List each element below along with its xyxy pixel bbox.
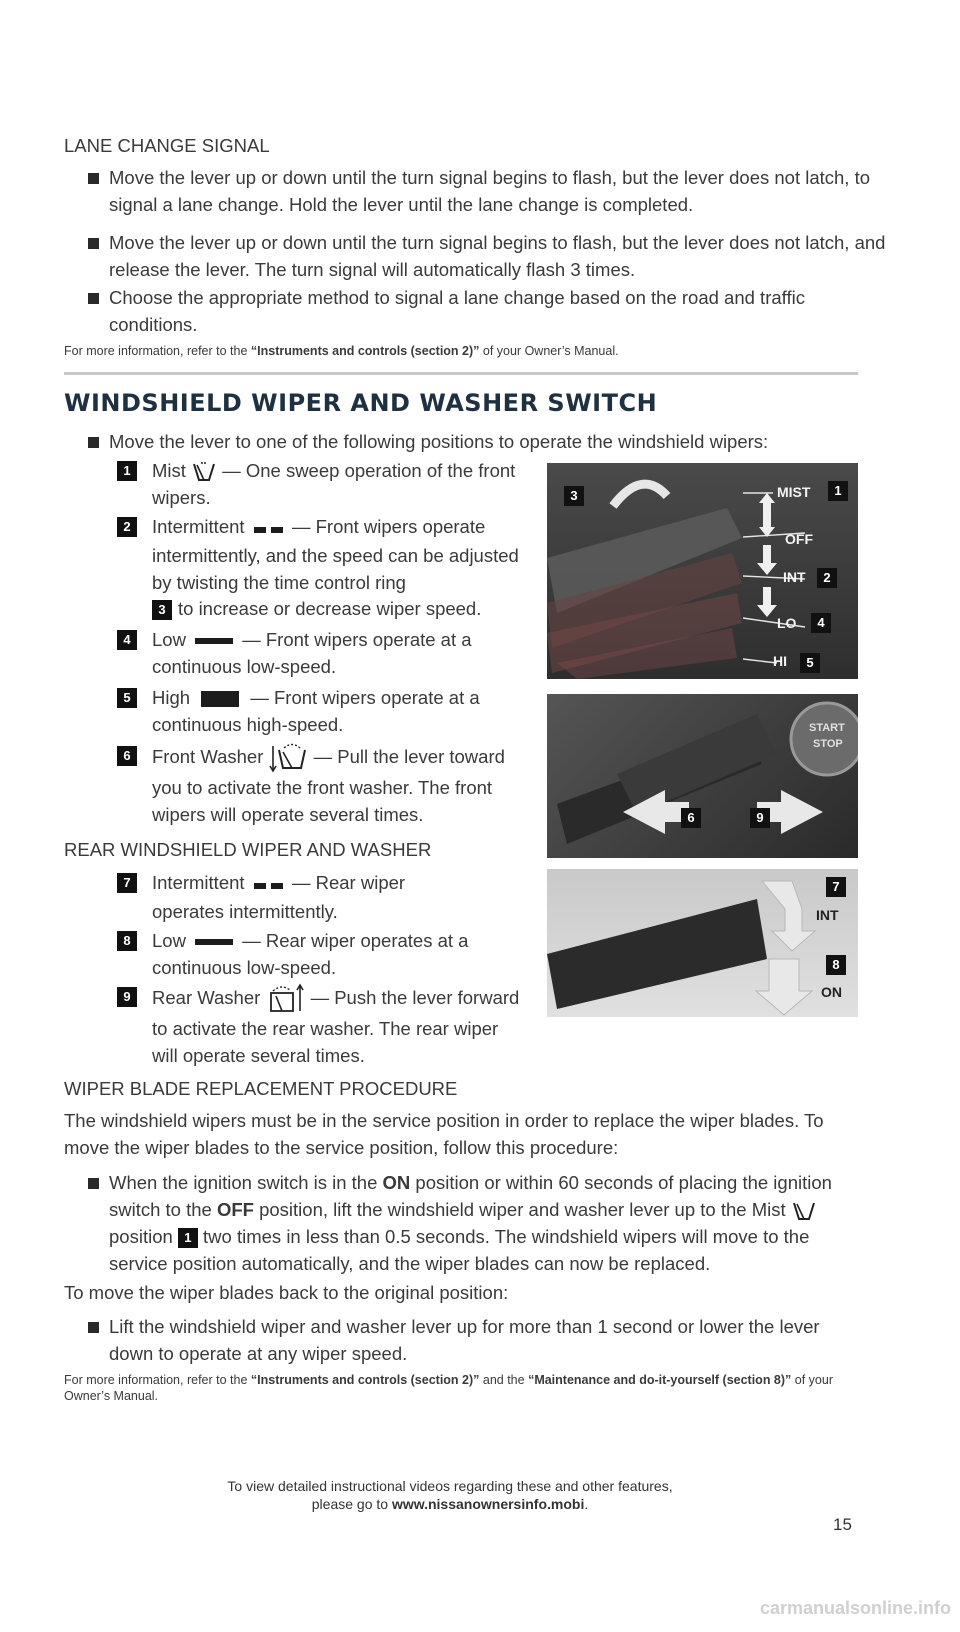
step-badge: 6 — [117, 746, 137, 766]
bullet-square — [88, 437, 99, 448]
blade-replacement-title: WIPER BLADE REPLACEMENT PROCEDURE — [64, 1078, 458, 1099]
step-badge: 3 — [152, 600, 172, 620]
lane-change-bullet: Move the lever up or down until the turn signal begins to flash, but the lever does not latch, to signal a lane change. Hold the lever until the lane change is completed. — [88, 164, 888, 218]
page-number: 15 — [833, 1515, 852, 1534]
step-badge: 8 — [117, 931, 137, 951]
callout-badge: 4 — [811, 613, 831, 633]
step-badge: 1 — [178, 1228, 198, 1248]
bullet-square — [88, 293, 99, 304]
lane-change-title: LANE CHANGE SIGNAL — [64, 135, 270, 156]
bullet-square — [88, 238, 99, 249]
lane-change-bullet: Move the lever up or down until the turn signal begins to flash, but the lever does not latch, and release the lever. The turn signal will automatically flash 3 times. — [88, 229, 888, 283]
front-washer-icon — [269, 742, 309, 774]
wiper-item-low: 4 Low — Front wipers operate at a continuous low-speed. — [117, 626, 537, 680]
callout-badge: 2 — [817, 568, 837, 588]
wiper-item-high: 5 High — Front wipers operate at a continuous high-speed. — [117, 684, 537, 738]
step-badge: 5 — [117, 688, 137, 708]
watermark: carmanualsonline.info — [760, 1598, 952, 1618]
washer-push-pull-photo: START STOP 6 9 — [547, 694, 858, 858]
callout-badge: 3 — [564, 486, 584, 506]
rear-item-low: 8 Low — Rear wiper operates at a continuous low-speed. — [117, 927, 537, 981]
step-badge: 2 — [117, 517, 137, 537]
wiper-intro-bullet: Move the lever to one of the following positions to operate the windshield wipers: — [88, 428, 888, 455]
bullet-square — [88, 1322, 99, 1333]
callout-badge: 8 — [826, 955, 846, 975]
callout-badge: 7 — [826, 877, 846, 897]
lane-change-reference: For more information, refer to the “Instruments and controls (section 2)” of your Owner’s Manual. — [64, 344, 619, 358]
lever-ghosts — [547, 508, 742, 679]
bullet-square — [88, 1178, 99, 1189]
callout-badge: 9 — [750, 808, 770, 828]
intermittent-icon — [254, 515, 283, 542]
lane-change-bullet: Choose the appropriate method to signal a lane change based on the road and traffic conditions. — [88, 284, 808, 338]
rear-washer-icon — [265, 983, 305, 1015]
blade-back-bullet: Lift the windshield wiper and washer lever up for more than 1 second or lower the lever down to operate at any wiper speed. — [88, 1313, 848, 1367]
blade-replacement-intro: The windshield wipers must be in the service position in order to replace the wiper blades. To move the wiper blades to the service position, follow this procedure: — [64, 1110, 824, 1158]
callout-badge: 1 — [828, 481, 848, 501]
rear-item-intermittent: 7 Intermittent — Rear wiper operates intermittently. — [117, 869, 537, 925]
step-badge: 4 — [117, 630, 137, 650]
footer-line-2: please go to www.nissanownersinfo.mobi. — [311, 1496, 589, 1512]
blade-replacement-bullet: When the ignition switch is in the ON position or within 60 seconds of placing the ignition switch to the OFF position, lift the windshield wiper and washer lever up to the Mist position 1 two times in less than 0.5 seconds. The windshield wipers will move to the service position automatically, and the wiper blades can now be replaced. — [88, 1169, 868, 1277]
callout-badge: 6 — [681, 808, 701, 828]
footer-line-1: To view detailed instructional videos regarding these and other features, — [227, 1478, 673, 1494]
section-heading: WINDSHIELD WIPER AND WASHER SWITCH — [64, 389, 658, 417]
wiper-lever-positions-photo: 3 MIST 1 OFF INT 2 LO 4 HI 5 — [547, 463, 858, 679]
step-badge: 7 — [117, 873, 137, 893]
section-divider — [64, 372, 858, 375]
wiper-item-intermittent: 2 Intermittent — Front wipers operate intermittently, and the speed can be adjusted by twisting the time control ring — [117, 513, 537, 596]
rear-wiper-title: REAR WINDSHIELD WIPER AND WASHER — [64, 839, 432, 860]
step-badge: 1 — [117, 461, 137, 481]
rear-item-washer: 9 Rear Washer — Push the lever forward to activate the rear washer. The rear wiper will operate several times. — [117, 983, 537, 1069]
rear-wiper-lever-photo: 7 INT 8 ON — [547, 869, 858, 1017]
wiper-item-front-washer: 6 Front Washer — Pull the lever toward you to activate the front washer. The front wipers will operate several times. — [117, 742, 537, 828]
low-speed-icon — [195, 638, 233, 644]
intermittent-icon — [254, 871, 283, 898]
wiper-item-ring: 3 to increase or decrease wiper speed. — [152, 595, 542, 622]
owners-info-link[interactable]: www.nissanownersinfo.mobi — [391, 1496, 585, 1512]
blade-reference: For more information, refer to the “Instruments and controls (section 2)” and the “Maintenance and do-it-yourself (section 8)” of your Owner’s Manual. — [64, 1373, 833, 1403]
step-badge: 9 — [117, 987, 137, 1007]
wiper-item-mist: 1 Mist — One sweep operation of the front wipers. — [117, 457, 537, 511]
callout-badge: 5 — [800, 653, 820, 673]
high-speed-icon — [201, 691, 239, 707]
mist-icon — [191, 461, 217, 483]
mist-icon — [791, 1200, 817, 1222]
blade-back-intro: To move the wiper blades back to the original position: — [64, 1282, 509, 1303]
bullet-square — [88, 173, 99, 184]
low-speed-icon — [195, 939, 233, 945]
